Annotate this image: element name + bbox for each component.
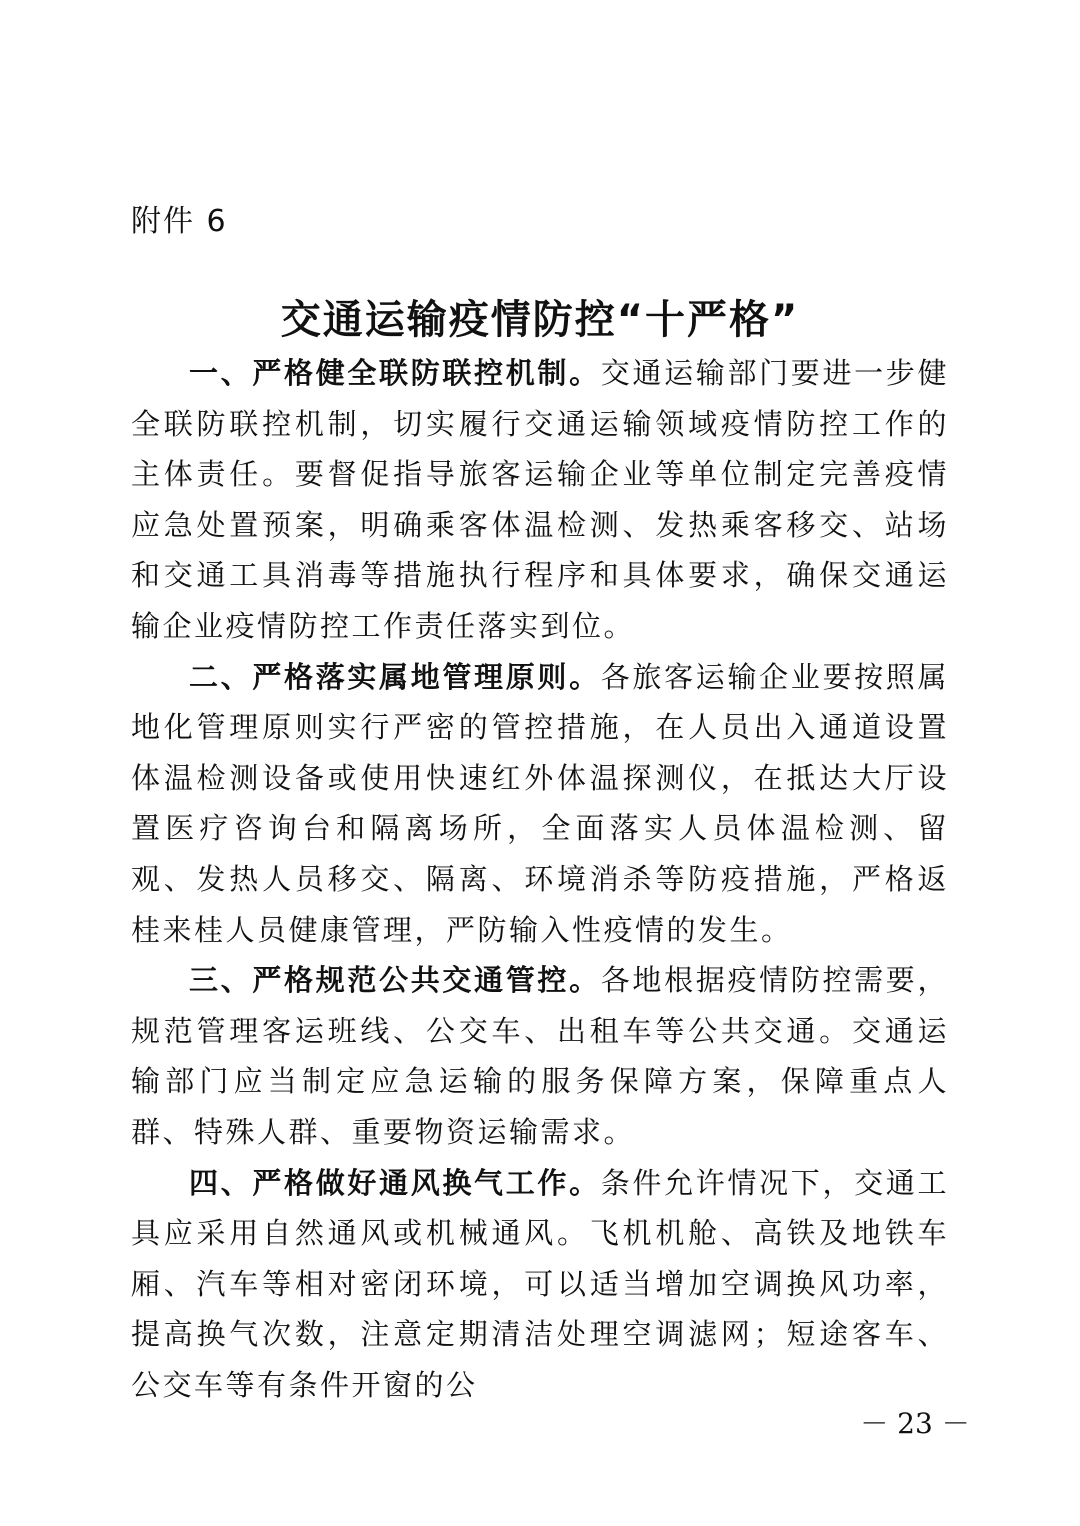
paragraph-2 xyxy=(131,652,949,956)
paragraph-heading: 一、严格健全联防联控机制。 xyxy=(189,356,601,390)
document-title: 交通运输疫情防控“十严格” xyxy=(280,297,800,343)
paragraph-text: 各地根据疫情防控需要，规范管理客运班线、公交车、出租车等公共交通。交通运输部门应当制定应急运输的服务保障方案，保障重点人群、特殊人群、重要物资运输需求。 xyxy=(131,963,949,1149)
attachment-label: 附件 6 xyxy=(131,204,228,239)
paragraph-text: 各旅客运输企业要按照属地化管理原则实行严密的管控措施，在人员出入通道设置体温检测设备或使用快速红外体温探测仪，在抵达大厅设置医疗咨询台和隔离场所，全面落实人员体温检测、留观、发热人员移交、隔离、环境消杀等防疫措施，严格返桂来桂人员健康管理，严防输入性疫情的发生。 xyxy=(131,659,949,947)
paragraph-4 xyxy=(131,1158,949,1411)
document-body xyxy=(131,348,949,1410)
paragraph-heading: 二、严格落实属地管理原则。 xyxy=(189,659,601,694)
paragraph-text: 条件允许情况下，交通工具应采用自然通风或机械通风。飞机机舱、高铁及地铁车厢、汽车等相对密闭环境，可以适当增加空调换风功率，提高换气次数，注意定期清洁处理空调滤网；短途客车、公交车等有条件开窗的公 xyxy=(131,1165,949,1402)
paragraph-heading: 四、严格做好通风换气工作。 xyxy=(189,1165,601,1200)
paragraph-text: 交通运输部门要进一步健全联防联控机制，切实履行交通运输领域疫情防控工作的主体责任。要督促指导旅客运输企业等单位制定完善疫情应急处置预案，明确乘客体温检测、发热乘客移交、站场和交通工具消毒等措施执行程序和具体要求，确保交通运输企业疫情防控工作责任落实到位。 xyxy=(131,356,949,643)
paragraph-1 xyxy=(131,348,949,652)
paragraph-heading: 三、严格规范公共交通管控。 xyxy=(189,963,601,998)
paragraph-3 xyxy=(131,955,949,1157)
page-number: － 23 － xyxy=(860,1407,970,1440)
